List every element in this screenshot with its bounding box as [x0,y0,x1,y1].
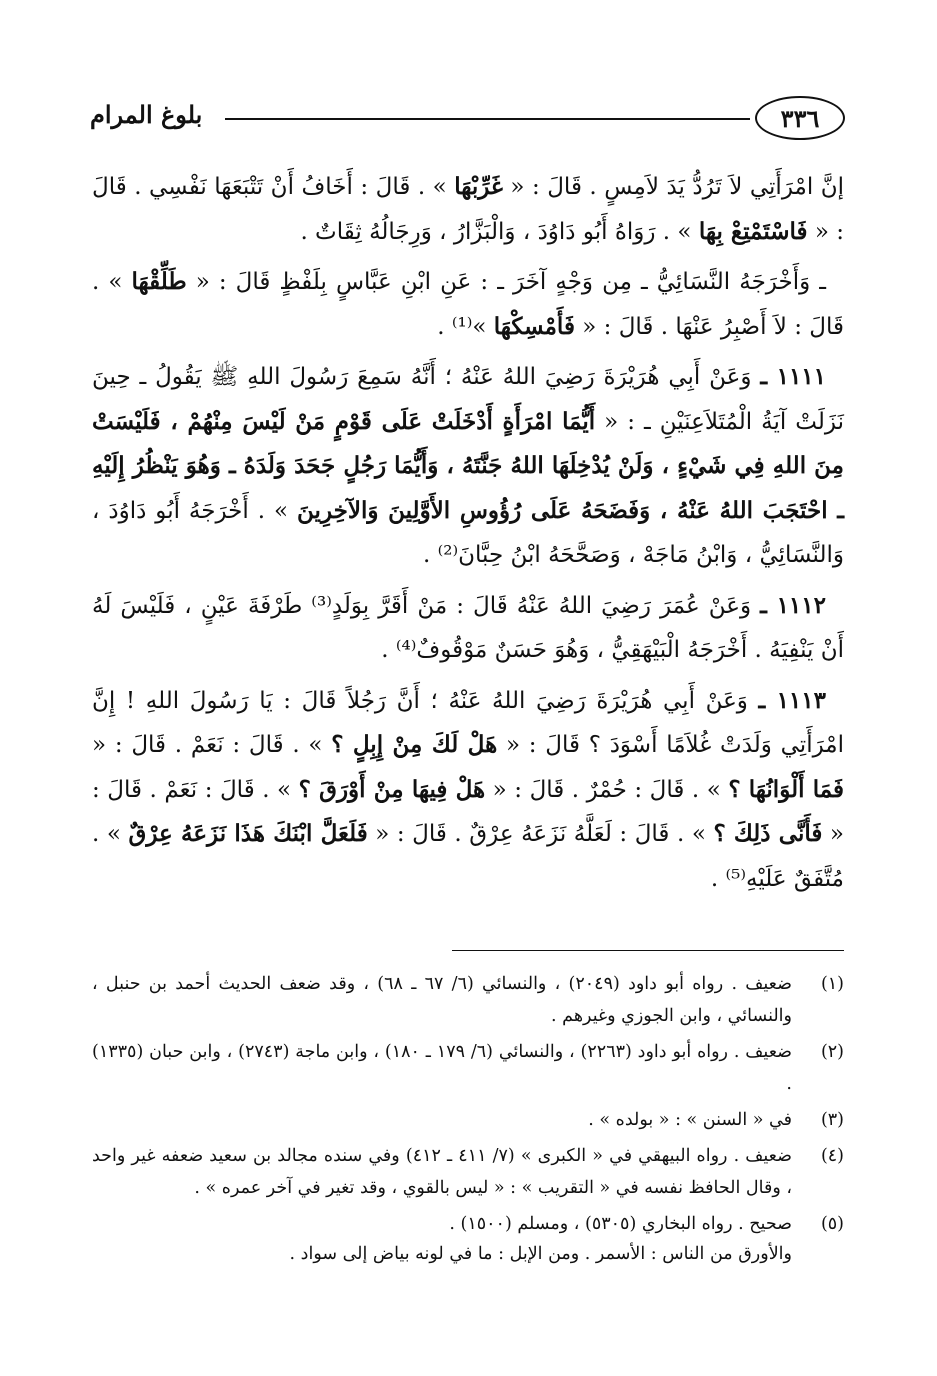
footnote-text: ضعيف . رواه أبو داود (٢٠٤٩) ، والنسائي (٦/ ٦٧ ـ ٦٨) ، وقد ضعف الحديث أحمد بن حنبل ، والنسائي ، وابن الجوزي وغيرهم . [92,974,792,1026]
text-run: وَعَنْ أَبِي هُرَيْرَةَ رَضِيَ اللهُ عَنْهُ ؛ أَنَّهُ سَمِعَ رَسُولَ اللهِ ﷺ يَقُولُ ـ حِينَ نَزَلَتْ آيَةُ الْمُتَلاَعِنَيْنِ ـ : « [92,364,844,435]
footnote-4 [92,1140,844,1204]
footnote-number: (٥) [820,1214,844,1234]
footnote-1 [92,968,844,1032]
prophetic-quote: غَرِّبْهَا [454,173,503,200]
prophetic-quote: أَيُّمَا امْرَأَةٍ أَدْخَلَتْ عَلَى قَوْمٍ مَنْ لَيْسَ مِنْهُمْ ، فَلَيْسَتْ مِنَ اللهِ فِي شَيْءٍ ، وَلَنْ يُدْخِلَهَا اللهُ جَنَّتَهُ ، وَأَيُّمَا رَجُلٍ جَحَدَ وَلَدَهُ ـ وَهُوَ يَنْظُرُ إِلَيْهِ ـ احْتَجَبَ اللهُ عَنْهُ ، وَفَضَحَهُ عَلَى رُؤُوسِ الأَوَّلِينَ وَالآخِرِينَ [92,407,844,524]
page-header [90,96,845,146]
footnote-5-gloss: والأورق من الناس : الأسمر . ومن الإبل : ما في لونه بياض إلى سواد . [289,1244,792,1264]
footnote-5 [92,1208,844,1240]
book-title: بلوغ المرام [90,100,203,129]
text-run: » . قَالَ : نَعَمْ . قَالَ : « [92,776,844,847]
text-run: » . قَالَ : حُمْرٌ . قَالَ : « [485,776,729,803]
hadith-1112 [92,584,844,673]
prophetic-quote: فَمَا أَلْوَانُهَا ؟ [728,775,844,803]
prophetic-quote: هَلْ لَكَ مِنْ إِبِلٍ ؟ [331,731,498,758]
text-run: » . قَالَ : لَعَلَّهُ نَزَعَهُ عِرْقٌ . قَالَ : « [367,821,714,847]
footnote-number: (٣) [820,1110,844,1130]
hadith-1113 [92,679,844,902]
hadith-number: ١١١٢ ـ [760,591,826,619]
header-rule [225,118,750,120]
footnote-number: (٤) [820,1146,844,1166]
prophetic-quote: هَلْ فِيهَا مِنْ أَوْرَقَ ؟ [298,775,486,803]
text-run: » . رَوَاهُ أَبُو دَاوُدَ ، وَالْبَزَّارُ ، وَرِجَالُهُ ثِقَاتٌ . [300,218,699,245]
text-run: إنَّ امْرَأَتِي لاَ تَرُدُّ يَدَ لاَمِسٍ . قَالَ : « [502,174,844,200]
text-run: وَعَنْ عُمَرَ رَضِيَ اللهُ عَنْهُ قَالَ : مَنْ أَقَرَّ بِوَلَدٍ⁽³⁾ طَرْفَةَ عَيْنٍ ، فَلَيْسَ لَهُ أَنْ يَنْفِيَهُ . أَخْرَجَهُ الْبَيْهَقِيُّ ، وَهُوَ حَسَنٌ مَوْقُوفٌ⁽⁴⁾ . [92,592,844,663]
prophetic-quote: فَأَمْسِكْهَا [493,312,575,340]
paragraph-nasai-variant [92,260,844,349]
prophetic-quote: طَلِّقْهَا [131,268,187,295]
footnote-2 [92,1036,844,1100]
footnote-separator [452,950,844,951]
footnote-number: (١) [820,974,844,994]
footnote-text: صحيح . رواه البخاري (٥٣٠٥) ، ومسلم (١٥٠٠) . [449,1214,792,1234]
prophetic-quote: فَأَنَّى ذَلِكَ ؟ [713,820,823,847]
prophetic-quote: فَاسْتَمْتِعْ بِهَا [698,217,808,245]
hadith-number: ١١١٣ ـ [758,686,826,714]
page-number: ٣٣٦ [755,96,845,140]
footnote-text: ضعيف . رواه البيهقي في « الكبرى » (٧/ ٤١١ ـ ٤١٢) وفي سنده مجالد بن سعيد ضعفه غير واحد ، وقال الحافظ نفسه في « التقريب » : « ليس بالقوي ، وقد تغير في آخر عمره » . [92,1146,792,1198]
text-run: »⁽¹⁾ . [437,313,494,340]
text-run: » . مُتَّفَقٌ عَلَيْهِ⁽⁵⁾ . [92,821,844,892]
text-run: وَعَنْ أَبِي هُرَيْرَةَ رَضِيَ اللهُ عَنْهُ ؛ أَنَّ رَجُلاً قَالَ : يَا رَسُولَ اللهِ ! إِنَّ امْرَأَتِي وَلَدَتْ غُلاَمًا أَسْوَدَ ؟ قَالَ : « [92,687,844,758]
prophetic-quote: فَلَعَلَّ ابْنَكَ هَذَا نَزَعَهُ عِرْقٌ [128,820,368,847]
footnote-3 [92,1104,844,1136]
text-run: » . أَخْرَجَهُ أَبُو دَاوُدَ ، وَالنَّسَائِيُّ ، وَابْنُ مَاجَهْ ، وَصَحَّحَهُ ابْنُ حِبَّانَ⁽²⁾ . [92,497,844,568]
footnotes [92,968,844,1270]
footnote-number: (٢) [820,1042,844,1062]
hadith-number: ١١١١ ـ [760,363,827,390]
main-text [92,165,844,907]
text-run: ـ وَأَخْرَجَهُ النَّسَائِيُّ ـ مِن وَجْهٍ آخَرَ ـ : عَنِ ابْنِ عَبَّاسٍ بِلَفْظٍ قَالَ : « [186,269,826,295]
hadith-1111 [92,355,844,578]
paragraph-continuation [92,165,844,254]
text-run: » . قَالَ : لاَ أَصْبِرُ عَنْهَا . قَالَ : « [92,269,844,340]
footnote-text: في « السنن » : « بولده » . [588,1110,792,1130]
footnote-text: ضعيف . رواه أبو داود (٢٢٦٣) ، والنسائي (٦/ ١٧٩ ـ ١٨٠) ، وابن ماجة (٢٧٤٣) ، وابن حبان (١٣٣٥) . [92,1042,792,1094]
text-run: » . قَالَ : أَخَافُ أَنْ تَتْبَعَهَا نَفْسِي . قَالَ : « [92,174,844,245]
text-run: » . قَالَ : نَعَمْ . قَالَ : « [92,732,332,758]
